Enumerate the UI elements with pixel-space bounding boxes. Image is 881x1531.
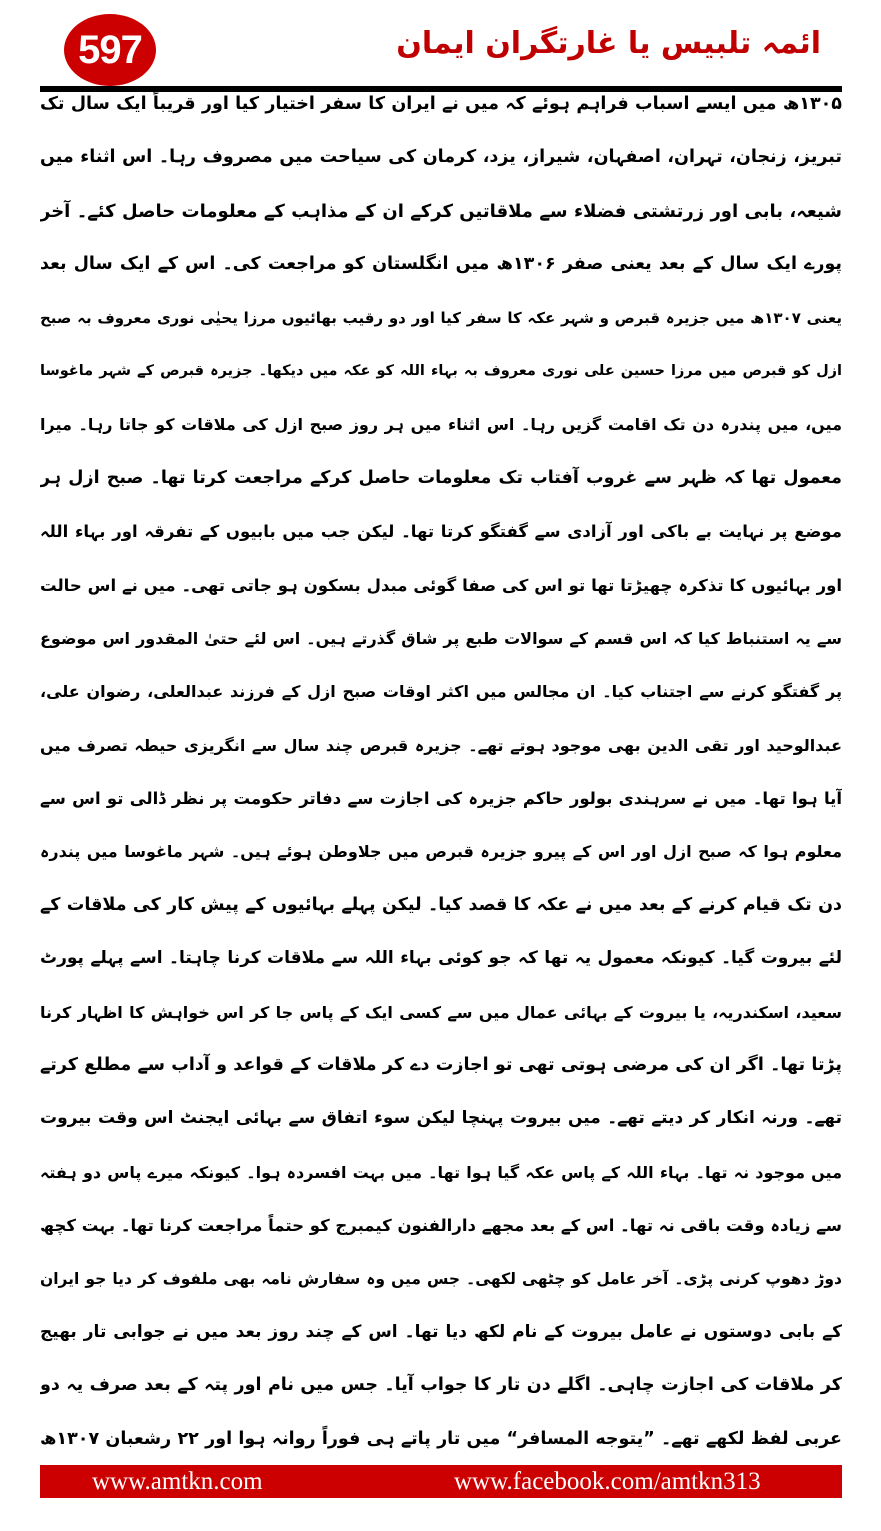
text-line: دن تک قیام کرنے کے بعد میں نے عکہ کا قصد کیا۔ لیکن پہلے بہائیوں کے پیش کار کی ملاقات کے (40, 894, 842, 915)
text-line: ازل کو قبرص میں مرزا حسین علی نوری معروف بہ بہاء اللہ کو عکہ میں دیکھا۔ جزیرہ قبرص کے شہر ماغوسا (40, 362, 842, 379)
text-line: معلوم ہوا کہ صبح ازل اور اس کے پیرو جزیرہ قبرص میں جلاوطن ہوئے ہیں۔ شہر ماغوسا میں پندرہ (40, 842, 842, 862)
text-line: پر گفتگو کرنے سے اجتناب کیا۔ ان مجالس میں اکثر اوقات صبح ازل کے فرزند عبدالعلی، رضوان علی، (40, 682, 842, 702)
page-number-badge (64, 14, 156, 86)
text-line: آیا ہوا تھا۔ میں نے سرہندی بولور حاکم جزیرہ کی اجازت سے دفاتر حکومت پر نظر ڈالی تو اس سے (40, 789, 842, 809)
text-line: کے بابی دوستوں نے عامل بیروت کے نام لکھ دیا تھا۔ اس کے چند روز بعد میں نے جوابی تار بھیج (40, 1321, 842, 1342)
text-line: موضع پر نہایت بے باکی اور آزادی سے گفتگو کرتا تھا۔ لیکن جب میں بابیوں کے تفرقہ اور بہاء اللہ (40, 522, 842, 542)
text-line: ۱۳۰۵ھ میں ایسے اسباب فراہم ہوئے کہ میں نے ایران کا سفر اختیار کیا اور قریباً ایک سال تک (40, 94, 842, 114)
text-line: دوڑ دھوپ کرنی پڑی۔ آخر عامل کو چٹھی لکھی۔ جس میں وہ سفارش نامہ بھی ملفوف کر دیا جو ایران (40, 1269, 842, 1288)
facebook-link[interactable]: www.facebook.com/amtkn313 (454, 1468, 761, 1495)
text-line: تھے۔ ورنہ انکار کر دیتے تھے۔ میں بیروت پہنچا لیکن سوء اتفاق سے بہائی ایجنٹ اس وقت بیروت (40, 1108, 842, 1129)
book-title: ائمہ تلبیس یا غارتگران ایمان (396, 26, 821, 61)
text-line: کر ملاقات کی اجازت چاہی۔ اگلے دن تار کا جواب آیا۔ جس میں نام اور پتہ کے بعد صرف یہ دو (40, 1375, 842, 1396)
text-line: عربی لفظ لکھے تھے۔ ”یتوجه المسافر“ میں تار پاتے ہی فوراً روانہ ہوا اور ۲۲ رشعبان ۱۳۰۷ھ (40, 1428, 842, 1449)
page-body-text (40, 78, 842, 1466)
text-line: پورے ایک سال کے بعد یعنی صفر ۱۳۰۶ھ میں انگلستان کو مراجعت کی۔ اس کے ایک سال بعد (40, 254, 842, 275)
website-link[interactable]: www.amtkn.com (92, 1468, 263, 1495)
text-line: میں، میں پندرہ دن تک اقامت گزیں رہا۔ اس اثناء میں ہر روز صبح ازل کی ملاقات کو جاتا رہا۔ میرا (40, 415, 842, 435)
text-line: تبریز، زنجان، تہران، اصفہان، شیراز، یزد، کرمان کی سیاحت میں مصروف رہا۔ اس اثناء میں (40, 147, 842, 168)
text-line: پڑتا تھا۔ اگر ان کی مرضی ہوتی تھی تو اجازت دے کر ملاقات کے قواعد و آداب سے مطلع کرتے (40, 1055, 842, 1076)
text-line: سے یہ استنباط کیا کہ اس قسم کے سوالات طبع پر شاق گذرتے ہیں۔ اس لئے حتیٰ المقدور اس موضوع (40, 628, 842, 648)
text-line: عبدالوحید اور تقی الدین بھی موجود ہوتے تھے۔ جزیرہ قبرص چند سال سے انگریزی حیطہ تصرف میں (40, 735, 842, 755)
text-line: یعنی ۱۳۰۷ھ میں جزیرہ قبرص و شہر عکہ کا سفر کیا اور دو رقیب بھائیوں مرزا یحیٰی نوری معروف بہ صبح (40, 308, 842, 327)
text-line: لئے بیروت گیا۔ کیونکہ معمول یہ تھا کہ جو کوئی بہاء اللہ سے ملاقات کرنا چاہتا۔ اسے پہلے پورٹ (40, 948, 842, 969)
text-line: میں موجود نہ تھا۔ بہاء اللہ کے پاس عکہ گیا ہوا تھا۔ میں بہت افسردہ ہوا۔ کیونکہ میرے پاس دو ہفتہ (40, 1162, 842, 1182)
text-line: سعید، اسکندریہ، یا بیروت کے بہائی عمال میں سے کسی ایک کے پاس جا کر اس خواہش کا اظہار کرنا (40, 1002, 842, 1022)
footer-bar (40, 1465, 842, 1498)
text-line: معمول تھا کہ ظہر سے غروب آفتاب تک معلومات حاصل کرکے مراجعت کرتا تھا۔ صبح ازل ہر (40, 467, 842, 488)
text-line: اور بہائیوں کا تذکرہ چھیڑتا تھا تو اس کی صفا گوئی مبدل بسکون ہو جاتی تھی۔ میں نے اس حالت (40, 575, 842, 595)
page-number: 597 (78, 27, 142, 72)
text-line: سے زیادہ وقت باقی نہ تھا۔ اس کے بعد مجھے دارالفنون کیمبرج کو حتماً مراجعت کرنا تھا۔ بہت کچھ (40, 1216, 842, 1236)
text-line: شیعہ، بابی اور زرتشتی فضلاء سے ملاقاتیں کرکے ان کے مذاہب کے معلومات حاصل کئے۔ آخر (40, 200, 842, 222)
